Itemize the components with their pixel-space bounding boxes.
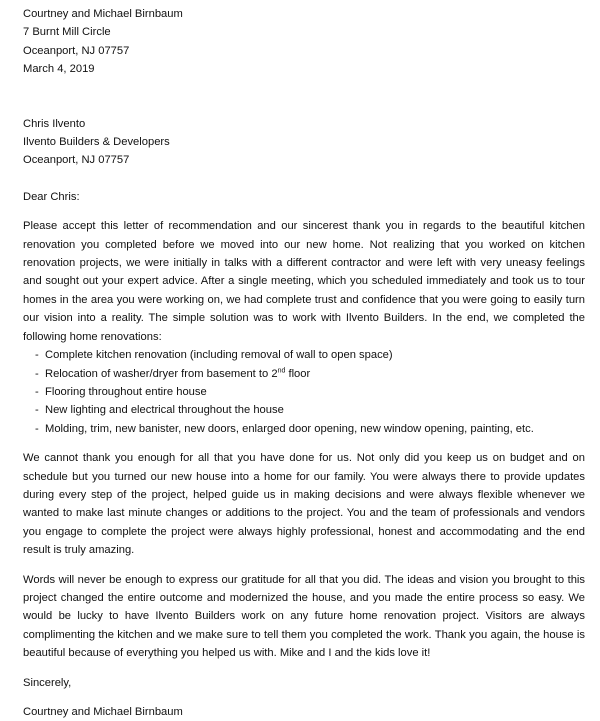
sender-address <box>23 5 585 79</box>
list-item: - Relocation of washer/dryer from basement to 2nd floor <box>35 366 311 380</box>
renovation-item-3: Flooring throughout entire house <box>45 385 207 398</box>
recipient-name: Chris Ilvento <box>23 117 86 130</box>
renovation-item-5: Molding, trim, new banister, new doors, enlarged door opening, new window opening, painting, etc. <box>45 422 534 435</box>
list-item: - Complete kitchen renovation (including removal of wall to open space) <box>35 349 393 362</box>
letter-date: March 4, 2019 <box>23 63 95 76</box>
recipient-address <box>23 115 585 170</box>
renovation-item-4: New lighting and electrical throughout the house <box>45 404 284 417</box>
sender-name: Courtney and Michael Birnbaum <box>23 8 183 20</box>
recipient-city: Oceanport, NJ 07757 <box>23 154 130 167</box>
closing: Sincerely, <box>23 676 72 689</box>
signature: Courtney and Michael Birnbaum <box>23 706 183 718</box>
paragraph-gratitude: Words will never be enough to express our gratitude for all that you did. The ideas and vision you brought to this project changed the entire outcome and modernized the house, and you made the entire process so easy. We would be lucky to have Ilvento Builders work on any future home renovation project. Visitors are always complimenting the kitchen and we make sure to tell them you completed the work. Thank you again, the house is beautiful because of everything you helped us with. Mike and I and the kids love it! <box>23 573 585 660</box>
sender-street: 7 Burnt Mill Circle <box>23 26 111 39</box>
renovation-item-2: Relocation of washer/dryer from basement to 2nd floor <box>45 366 311 380</box>
recipient-company: Ilvento Builders & Developers <box>23 136 170 149</box>
renovation-list <box>23 346 585 438</box>
renovation-item-1: Complete kitchen renovation (including removal of wall to open space) <box>45 349 393 362</box>
salutation: Dear Chris: <box>23 190 80 203</box>
paragraph-thanks: We cannot thank you enough for all that you have done for us. Not only did you keep us on budget and on schedule but you turned our new house into a home for our family. You were always there to provide updates during every step of the project, helped guide us in making decisions and were always flexible whenever we wanted to make last minute changes or additions to the project. You and the team of professionals and vendors you engage to complete the project were always highly professional, honest and accommodating and the end result is truly amazing. <box>23 452 585 557</box>
sender-city: Oceanport, NJ 07757 <box>23 44 130 57</box>
paragraph-intro: Please accept this letter of recommendation and our sincerest thank you in regards to the beautiful kitchen renovation you completed before we moved into our new home. Not realizing that you worked on kitchen renovation projects, we were initially in talks with a different contractor and were left with very uneasy feelings and sought out your expert advice. After a single meeting, which you scheduled immediately and took us to tour homes in the area you were working on, we had complete trust and confidence that you were going to easily turn our vision into a reality. The simple solution was to work with Ilvento Builders. In the end, we completed the following home renovations: <box>23 220 585 343</box>
letter <box>23 5 585 721</box>
list-item: - New lighting and electrical throughout the house <box>35 404 284 417</box>
list-item: - Flooring throughout entire house <box>35 385 207 398</box>
list-item: - Molding, trim, new banister, new doors, enlarged door opening, new window opening, painting, etc. <box>35 422 534 435</box>
